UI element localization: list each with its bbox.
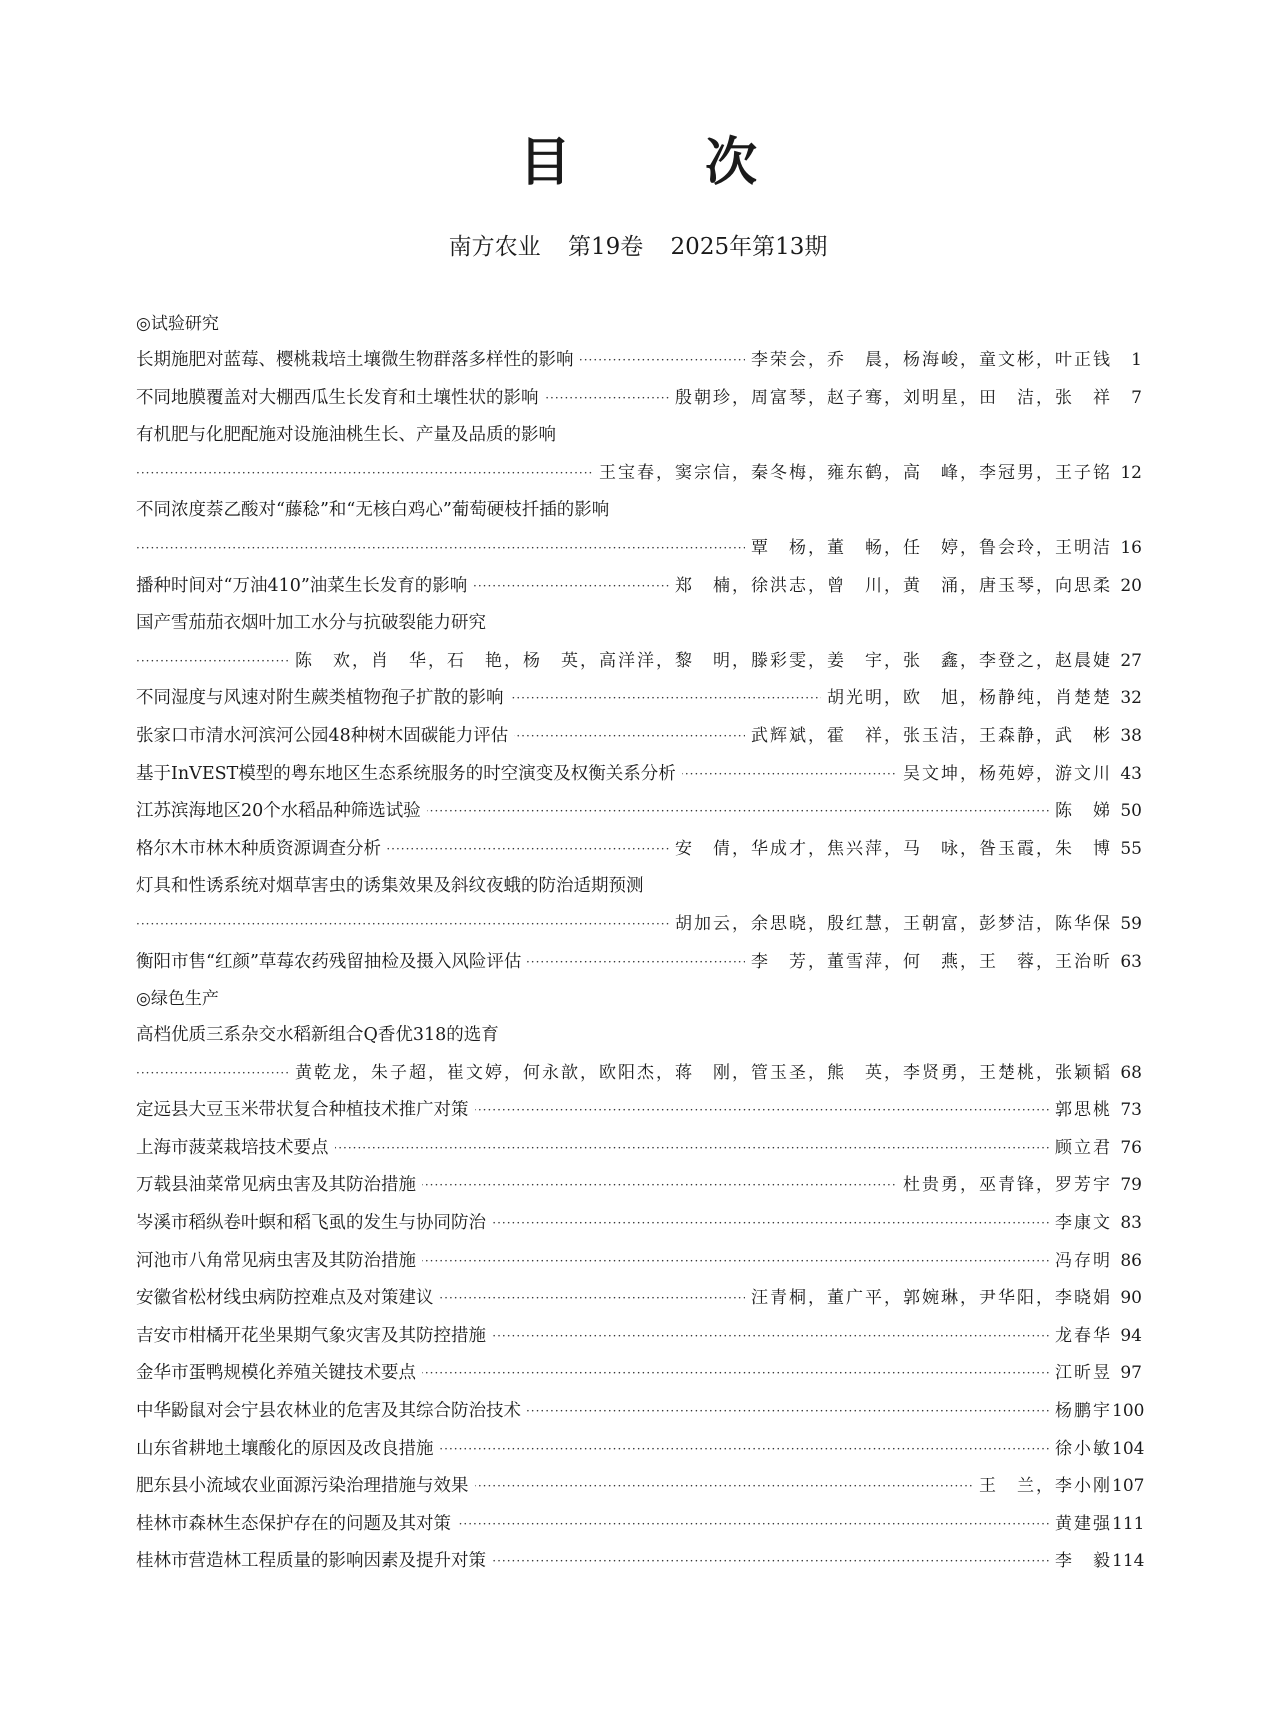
entry-title: 上海市菠菜栽培技术要点: [136, 1130, 335, 1168]
entry-title: 中华鼢鼠对会宁县农林业的危害及其综合防治技术: [136, 1393, 527, 1431]
entry-page: 104: [1112, 1438, 1145, 1459]
toc-entry[interactable]: [136, 1280, 1142, 1318]
entry-title: 吉安市柑橘开花坐果期气象灾害及其防控措施: [136, 1318, 492, 1356]
entry-authors: 冯存明: [1049, 1243, 1112, 1281]
entry-authors: 黄建强: [1049, 1506, 1112, 1544]
entry-authors: 覃 杨，董 畅，任 婷，鲁会玲，王明洁: [745, 530, 1112, 568]
entry-authors: 李 芳，董雪萍，何 燕，王 蓉，王治昕: [745, 944, 1112, 982]
entry-authors: 武辉斌，霍 祥，张玉洁，王森静，武 彬: [745, 718, 1112, 756]
entry-title: 江苏滨海地区20个水稻品种筛选试验: [136, 793, 427, 831]
toc-entry[interactable]: [136, 944, 1142, 982]
entry-page: 114: [1112, 1551, 1145, 1572]
entry-authors: 安 倩，华成才，焦兴萍，马 咏，昝玉霞，朱 博: [669, 831, 1112, 869]
page-title: 目 次: [518, 133, 816, 193]
toc-entry[interactable]: [136, 342, 1142, 380]
entry-title: 张家口市清水河滨河公园48种树木固碳能力评估: [136, 718, 514, 756]
entry-title: 桂林市森林生态保护存在的问题及其对策: [136, 1506, 457, 1544]
toc-entry[interactable]: [136, 1092, 1142, 1130]
journal-name: 南方农业: [448, 234, 541, 260]
entry-authors: 李 毅: [1049, 1543, 1112, 1581]
journal-issue: 2025年第13期: [670, 234, 828, 260]
entry-page: 1: [1131, 350, 1142, 370]
toc-entry[interactable]: [136, 1130, 1142, 1168]
toc-entry-title-line[interactable]: [136, 868, 1142, 906]
entry-page: 73: [1120, 1100, 1142, 1121]
entry-title: 格尔木市林木种质资源调查分析: [136, 831, 387, 869]
entry-authors: 胡光明，欧 旭，杨静纯，肖楚楚: [821, 680, 1112, 718]
entry-page: 16: [1120, 537, 1142, 558]
entry-title: 基于InVEST模型的粤东地区生态系统服务的时空演变及权衡关系分析: [136, 756, 682, 794]
entry-page: 43: [1120, 763, 1142, 784]
toc-entry[interactable]: [136, 568, 1142, 606]
entry-page: 94: [1120, 1325, 1142, 1346]
entry-title: 河池市八角常见病虫害及其防治措施: [136, 1243, 422, 1281]
entry-page: 59: [1120, 913, 1142, 934]
entry-title: 桂林市营造林工程质量的影响因素及提升对策: [136, 1543, 492, 1581]
entry-authors: 龙春华: [1049, 1318, 1112, 1356]
entry-authors: 陈 欢，肖 华，石 艳，杨 英，高洋洋，黎 明，滕彩雯，姜 宇，张 鑫，李登之，赵晨婕: [289, 643, 1112, 681]
toc-entry[interactable]: [136, 1431, 1145, 1469]
entry-authors: 江昕昱: [1049, 1355, 1112, 1393]
entry-title: 灯具和性诱系统对烟草害虫的诱集效果及斜纹夜蛾的防治适期预测: [136, 868, 650, 906]
entry-title: 不同湿度与风速对附生蕨类植物孢子扩散的影响: [136, 680, 510, 718]
entry-page: 107: [1112, 1476, 1145, 1497]
entry-title: 高档优质三系杂交水稻新组合Q香优318的选育: [136, 1017, 505, 1055]
toc-entry-title-line[interactable]: [136, 605, 1142, 643]
toc-entry[interactable]: [136, 1167, 1142, 1205]
entry-page: 63: [1120, 951, 1142, 972]
toc-entry[interactable]: [136, 1318, 1142, 1356]
entry-page: 20: [1120, 575, 1142, 596]
toc-entry[interactable]: [136, 680, 1142, 718]
entry-title: 万载县油菜常见病虫害及其防治措施: [136, 1167, 422, 1205]
entry-authors: 吴文坤，杨苑婷，游文川: [897, 756, 1112, 794]
entry-title: 有机肥与化肥配施对设施油桃生长、产量及品质的影响: [136, 417, 562, 455]
toc-entry-title-line[interactable]: [136, 492, 1142, 530]
toc-entry[interactable]: [136, 756, 1142, 794]
entry-authors: 李荣会，乔 晨，杨海峻，童文彬，叶正钱: [745, 342, 1112, 380]
entry-title: 播种时间对“万油410”油菜生长发育的影响: [136, 568, 473, 606]
entry-authors: 郑 楠，徐洪志，曾 川，黄 涌，唐玉琴，向思柔: [669, 568, 1112, 606]
entry-page: 90: [1120, 1288, 1142, 1309]
entry-authors: 胡加云，余思晓，殷红慧，王朝富，彭梦洁，陈华保: [669, 906, 1112, 944]
table-of-contents: [136, 306, 1145, 1581]
entry-authors: 王 兰，李小刚: [973, 1468, 1112, 1506]
toc-entry[interactable]: [136, 1393, 1145, 1431]
entry-title: 山东省耕地土壤酸化的原因及改良措施: [136, 1431, 440, 1469]
entry-title: 定远县大豆玉米带状复合种植技术推广对策: [136, 1092, 475, 1130]
toc-entry[interactable]: [136, 1506, 1145, 1544]
toc-entry-author-line[interactable]: [136, 643, 1142, 681]
toc-entry[interactable]: [136, 1543, 1145, 1581]
toc-entry[interactable]: [136, 1243, 1142, 1281]
entry-page: 32: [1120, 688, 1142, 709]
toc-entry-title-line[interactable]: [136, 1017, 1142, 1055]
entry-authors: 顾立君: [1049, 1130, 1112, 1168]
entry-authors: 殷朝珍，周富琴，赵子骞，刘明星，田 洁，张 祥: [669, 380, 1112, 418]
entry-page: 100: [1112, 1401, 1145, 1422]
entry-page: 86: [1120, 1250, 1142, 1271]
entry-page: 27: [1120, 650, 1142, 671]
entry-page: 12: [1120, 462, 1142, 483]
section-heading: ◎绿色生产: [136, 989, 219, 1010]
toc-entry-author-line[interactable]: [136, 455, 1142, 493]
entry-authors: 杨鹏宇: [1049, 1393, 1112, 1431]
entry-title: 不同地膜覆盖对大棚西瓜生长发育和土壤性状的影响: [136, 380, 545, 418]
entry-page: 79: [1120, 1175, 1142, 1196]
entry-title: 衡阳市售“红颜”草莓农药残留抽检及摄入风险评估: [136, 944, 527, 982]
entry-authors: 郭思桃: [1049, 1092, 1112, 1130]
entry-page: 50: [1120, 801, 1142, 822]
entry-authors: 李康文: [1049, 1205, 1112, 1243]
entry-title: 岑溪市稻纵卷叶螟和稻飞虱的发生与协同防治: [136, 1205, 492, 1243]
toc-entry-author-line[interactable]: [136, 530, 1142, 568]
entry-page: 68: [1120, 1062, 1142, 1083]
toc-entry-author-line[interactable]: [136, 1055, 1142, 1093]
entry-title: 金华市蛋鸭规模化养殖关键技术要点: [136, 1355, 422, 1393]
toc-entry[interactable]: [136, 1205, 1142, 1243]
entry-authors: 汪青桐，董广平，郭婉琳，尹华阳，李晓娟: [745, 1280, 1112, 1318]
entry-title: 安徽省松材线虫病防控难点及对策建议: [136, 1280, 440, 1318]
entry-page: 76: [1120, 1137, 1142, 1158]
toc-entry[interactable]: [136, 380, 1142, 418]
entry-page: 111: [1112, 1513, 1145, 1534]
entry-title: 不同浓度萘乙酸对“藤稔”和“无核白鸡心”葡萄硬枝扦插的影响: [136, 492, 615, 530]
toc-entry[interactable]: [136, 793, 1142, 831]
entry-authors: 徐小敏: [1049, 1431, 1112, 1469]
entry-title: 国产雪茄茄衣烟叶加工水分与抗破裂能力研究: [136, 605, 492, 643]
entry-authors: 杜贵勇，巫青锋，罗芳宇: [897, 1167, 1112, 1205]
journal-info: [0, 232, 1276, 262]
toc-entry[interactable]: [136, 718, 1142, 756]
entry-page: 83: [1120, 1213, 1142, 1234]
entry-page: 38: [1120, 725, 1142, 746]
entry-page: 97: [1120, 1363, 1142, 1384]
journal-volume: 第19卷: [567, 234, 644, 260]
toc-entry[interactable]: [136, 831, 1142, 869]
toc-entry-title-line[interactable]: [136, 417, 1142, 455]
entry-authors: 黄乾龙，朱子超，崔文婷，何永歆，欧阳杰，蒋 刚，管玉圣，熊 英，李贤勇，王楚桃，张颖韬: [289, 1055, 1112, 1093]
entry-page: 55: [1120, 838, 1142, 859]
entry-page: 7: [1131, 387, 1142, 408]
toc-entry[interactable]: [136, 1468, 1145, 1506]
entry-authors: 陈 娣: [1049, 793, 1112, 831]
entry-title: 肥东县小流域农业面源污染治理措施与效果: [136, 1468, 475, 1506]
toc-entry-author-line[interactable]: [136, 906, 1142, 944]
toc-entry[interactable]: [136, 1355, 1142, 1393]
entry-title: 长期施肥对蓝莓、樱桃栽培土壤微生物群落多样性的影响: [136, 342, 580, 380]
entry-authors: 王宝春，窦宗信，秦冬梅，雍东鹤，高 峰，李冠男，王子铭: [593, 455, 1112, 493]
section-heading: ◎试验研究: [136, 314, 219, 334]
